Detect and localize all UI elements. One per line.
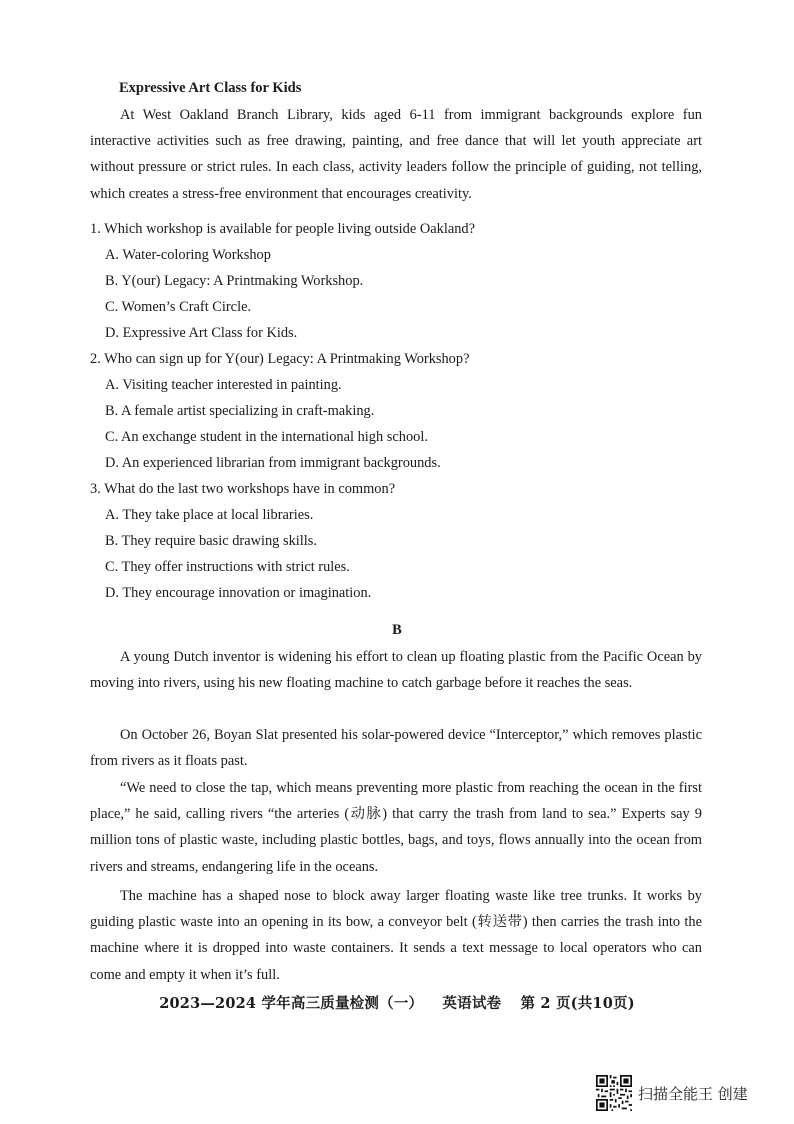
question-2-option-a: A. Visiting teacher interested in painting. bbox=[105, 377, 342, 393]
scanner-watermark bbox=[596, 1075, 748, 1111]
question-3-option-a: A. They take place at local libraries. bbox=[105, 507, 314, 523]
question-1-option-a: A. Water-coloring Workshop bbox=[105, 247, 271, 263]
section-b-paragraph-3: “We need to close the tap, which means preventing more plastic from reaching the ocean in the first place,” he said, calling rivers “the arteries (动脉) that carry the trash from land to sea.” Experts say 9 million tons of plastic waste, including plastic bottles, bags, and toys, flows annually into the ocean from rivers and streams, endangering life in the oceans. bbox=[90, 780, 702, 875]
question-1-stem: 1. Which workshop is available for people living outside Oakland? bbox=[90, 221, 475, 237]
section-b-heading: B bbox=[392, 622, 402, 638]
art-class-description: At West Oakland Branch Library, kids aged 6-11 from immigrant backgrounds explore fun interactive activities such as free drawing, painting, and free dance that will let youth appreciate art without pressure or strict rules. In each class, activity leaders follow the principle of guiding, not telling, which creates a stress-free environment that encourages creativity. bbox=[90, 107, 702, 202]
question-3-option-d: D. They encourage innovation or imagination. bbox=[105, 585, 372, 601]
question-1-option-b: B. Y(our) Legacy: A Printmaking Workshop. bbox=[105, 273, 364, 289]
question-2-option-d: D. An experienced librarian from immigrant backgrounds. bbox=[105, 455, 441, 471]
question-2-option-b: B. A female artist specializing in craft-making. bbox=[105, 403, 375, 419]
question-3-option-b: B. They require basic drawing skills. bbox=[105, 533, 317, 549]
qr-code-icon bbox=[596, 1075, 632, 1111]
page-footer bbox=[0, 993, 794, 1015]
art-class-title: Expressive Art Class for Kids bbox=[119, 80, 302, 96]
footer-page-number: 第 2 页(共10页) bbox=[520, 995, 635, 1012]
footer-subject: 英语试卷 bbox=[442, 995, 502, 1012]
question-2-stem: 2. Who can sign up for Y(our) Legacy: A Printmaking Workshop? bbox=[90, 351, 470, 367]
question-1-option-d: D. Expressive Art Class for Kids. bbox=[105, 325, 298, 341]
footer-exam-title: 2023—2024 学年高三质量检测（一） bbox=[159, 995, 424, 1012]
section-b-paragraph-1: A young Dutch inventor is widening his effort to clean up floating plastic from the Pacific Ocean by moving into rivers, using his new floating machine to catch garbage before it reaches the seas. bbox=[90, 649, 702, 692]
section-b-paragraph-2: On October 26, Boyan Slat presented his solar-powered device “Interceptor,” which removes plastic from rivers as it floats past. bbox=[90, 727, 702, 770]
question-3-stem: 3. What do the last two workshops have in common? bbox=[90, 481, 396, 497]
section-b-paragraph-4: The machine has a shaped nose to block away larger floating waste like tree trunks. It works by guiding plastic waste into an opening in its bow, a conveyor belt (转送带) then carries the trash into the machine where it is dropped into waste containers. It sends a text message to local operators who can come and empty it when it’s full. bbox=[90, 888, 702, 983]
question-1-option-c: C. Women’s Craft Circle. bbox=[105, 299, 252, 315]
question-3-option-c: C. They offer instructions with strict rules. bbox=[105, 559, 350, 575]
question-2-option-c: C. An exchange student in the international high school. bbox=[105, 429, 428, 445]
watermark-text: 扫描全能王 创建 bbox=[638, 1084, 748, 1103]
